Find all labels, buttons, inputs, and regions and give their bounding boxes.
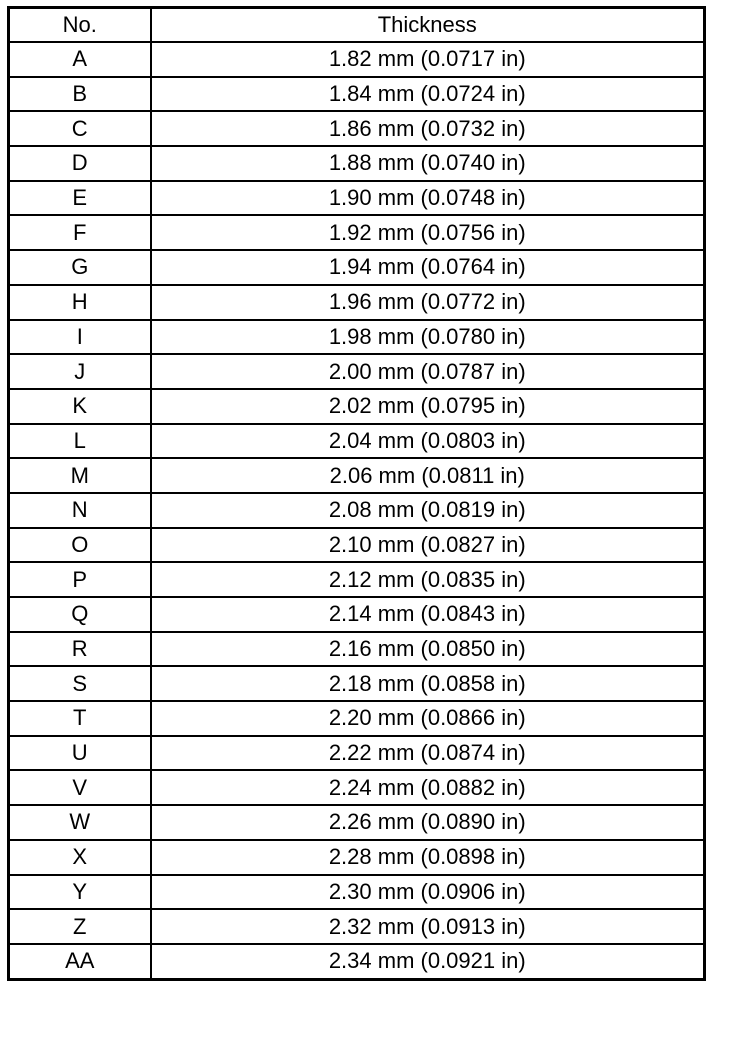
cell-thickness: 1.92 mm (0.0756 in)	[151, 215, 705, 250]
table-row	[9, 42, 705, 77]
cell-no: P	[9, 562, 151, 597]
cell-no: C	[9, 111, 151, 146]
table-row	[9, 111, 705, 146]
cell-no: O	[9, 528, 151, 563]
table-row	[9, 528, 705, 563]
table-header-row	[9, 8, 705, 43]
table-row	[9, 909, 705, 944]
cell-no: Q	[9, 597, 151, 632]
table-row	[9, 562, 705, 597]
table-row	[9, 250, 705, 285]
cell-no: B	[9, 77, 151, 112]
cell-no: E	[9, 181, 151, 216]
cell-thickness: 2.20 mm (0.0866 in)	[151, 701, 705, 736]
cell-no: F	[9, 215, 151, 250]
table-row	[9, 354, 705, 389]
table-row	[9, 77, 705, 112]
table-row	[9, 736, 705, 771]
table-row	[9, 944, 705, 979]
cell-thickness: 2.08 mm (0.0819 in)	[151, 493, 705, 528]
table-row	[9, 701, 705, 736]
table-row	[9, 632, 705, 667]
cell-no: Y	[9, 875, 151, 910]
thickness-table	[7, 6, 706, 981]
table-row	[9, 146, 705, 181]
table-row	[9, 181, 705, 216]
cell-no: R	[9, 632, 151, 667]
cell-no: N	[9, 493, 151, 528]
cell-thickness: 2.02 mm (0.0795 in)	[151, 389, 705, 424]
cell-thickness: 2.26 mm (0.0890 in)	[151, 805, 705, 840]
cell-no: G	[9, 250, 151, 285]
cell-no: AA	[9, 944, 151, 979]
cell-thickness: 2.10 mm (0.0827 in)	[151, 528, 705, 563]
cell-thickness: 2.06 mm (0.0811 in)	[151, 458, 705, 493]
cell-no: D	[9, 146, 151, 181]
cell-no: I	[9, 320, 151, 355]
cell-thickness: 2.00 mm (0.0787 in)	[151, 354, 705, 389]
cell-thickness: 1.96 mm (0.0772 in)	[151, 285, 705, 320]
cell-thickness: 1.98 mm (0.0780 in)	[151, 320, 705, 355]
cell-no: M	[9, 458, 151, 493]
cell-no: U	[9, 736, 151, 771]
table-row	[9, 666, 705, 701]
table-row	[9, 875, 705, 910]
cell-no: K	[9, 389, 151, 424]
table-body	[9, 42, 705, 979]
cell-no: L	[9, 424, 151, 459]
table-row	[9, 840, 705, 875]
cell-thickness: 2.24 mm (0.0882 in)	[151, 770, 705, 805]
cell-thickness: 1.82 mm (0.0717 in)	[151, 42, 705, 77]
cell-no: J	[9, 354, 151, 389]
column-header-no: No.	[9, 8, 151, 43]
cell-no: A	[9, 42, 151, 77]
cell-thickness: 2.34 mm (0.0921 in)	[151, 944, 705, 979]
cell-no: X	[9, 840, 151, 875]
cell-thickness: 1.84 mm (0.0724 in)	[151, 77, 705, 112]
cell-no: Z	[9, 909, 151, 944]
table-row	[9, 215, 705, 250]
table-row	[9, 320, 705, 355]
table-row	[9, 424, 705, 459]
table-row	[9, 458, 705, 493]
table-row	[9, 770, 705, 805]
column-header-thickness: Thickness	[151, 8, 705, 43]
cell-thickness: 1.86 mm (0.0732 in)	[151, 111, 705, 146]
cell-thickness: 2.18 mm (0.0858 in)	[151, 666, 705, 701]
cell-no: T	[9, 701, 151, 736]
cell-no: S	[9, 666, 151, 701]
table-row	[9, 805, 705, 840]
cell-thickness: 2.12 mm (0.0835 in)	[151, 562, 705, 597]
cell-thickness: 2.30 mm (0.0906 in)	[151, 875, 705, 910]
table-row	[9, 493, 705, 528]
cell-thickness: 2.04 mm (0.0803 in)	[151, 424, 705, 459]
cell-no: V	[9, 770, 151, 805]
cell-thickness: 2.22 mm (0.0874 in)	[151, 736, 705, 771]
cell-thickness: 2.32 mm (0.0913 in)	[151, 909, 705, 944]
table-row	[9, 597, 705, 632]
cell-thickness: 2.14 mm (0.0843 in)	[151, 597, 705, 632]
cell-thickness: 1.90 mm (0.0748 in)	[151, 181, 705, 216]
cell-thickness: 1.94 mm (0.0764 in)	[151, 250, 705, 285]
cell-no: H	[9, 285, 151, 320]
cell-no: W	[9, 805, 151, 840]
cell-thickness: 2.16 mm (0.0850 in)	[151, 632, 705, 667]
table-row	[9, 285, 705, 320]
cell-thickness: 1.88 mm (0.0740 in)	[151, 146, 705, 181]
table-row	[9, 389, 705, 424]
cell-thickness: 2.28 mm (0.0898 in)	[151, 840, 705, 875]
